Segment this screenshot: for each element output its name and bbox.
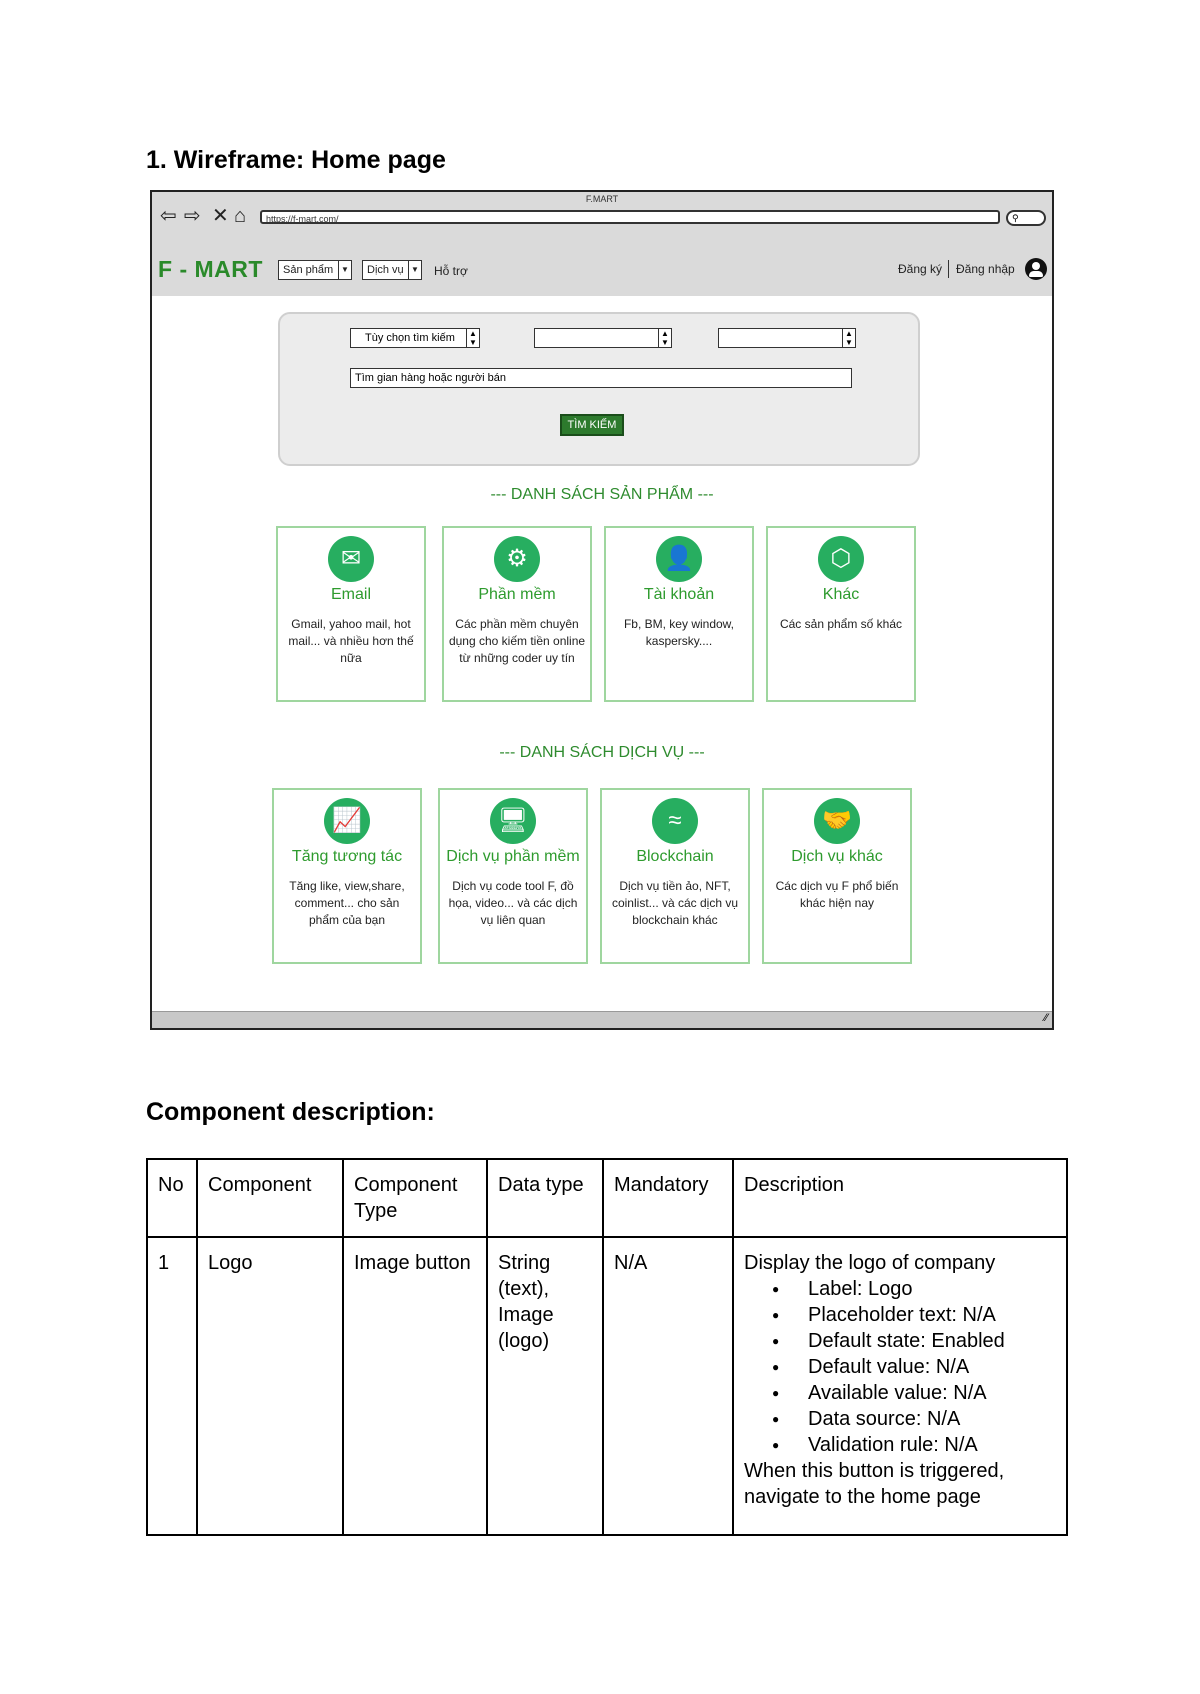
products-dropdown-label: Sản phẩm [283, 264, 334, 276]
desc-bullet: ● Available value: N/A [808, 1380, 1056, 1406]
blockchain-icon: ≈ [652, 798, 698, 844]
stepper-icon: ▲ ▼ [466, 329, 479, 347]
card-desc: Các dịch vụ F phổ biến khác hiện nay [775, 879, 899, 910]
site-nav [152, 242, 1052, 296]
col-description: Description [733, 1159, 1067, 1237]
card-title: Dịch vụ khác [791, 848, 883, 865]
col-mandatory: Mandatory [603, 1159, 733, 1237]
browser-title: F.MART [585, 194, 619, 204]
url-bar[interactable]: https://f-mart.com/ [260, 210, 1000, 224]
stepper-icon: ▲ ▼ [842, 329, 855, 347]
desc-outro: When this button is triggered, navigate to the home page [744, 1460, 1005, 1508]
cell-no: 1 [147, 1237, 197, 1535]
card-title: Phần mềm [478, 586, 556, 603]
desc-bullets [744, 1276, 1056, 1458]
products-dropdown[interactable] [278, 260, 352, 280]
product-card-other[interactable] [766, 526, 916, 702]
services-dropdown-label: Dịch vụ [367, 264, 404, 276]
login-link[interactable]: Đăng nhập [956, 262, 1015, 276]
desc-bullet: ● Placeholder text: N/A [808, 1302, 1056, 1328]
desc-intro: Display the logo of company [744, 1252, 996, 1274]
chart-icon: 📈 [324, 798, 370, 844]
search-input[interactable]: Tìm gian hàng hoặc người bán [350, 368, 852, 388]
search-option-dropdown[interactable] [350, 328, 480, 348]
desc-bullet: ● Default value: N/A [808, 1354, 1056, 1380]
register-link[interactable]: Đăng ký [898, 262, 943, 276]
cell-description [733, 1237, 1067, 1535]
cell-component: Logo [197, 1237, 343, 1535]
close-icon[interactable]: ✕ [212, 205, 229, 227]
search-option-label: Tùy chọn tìm kiếm [365, 332, 455, 344]
cell-mandatory: N/A [603, 1237, 733, 1535]
resize-handle-icon[interactable]: ⁄⁄ [1044, 1012, 1048, 1024]
col-component-type: Component Type [343, 1159, 487, 1237]
desc-bullet: ● Data source: N/A [808, 1406, 1056, 1432]
service-card-blockchain[interactable] [600, 788, 750, 964]
chevron-down-icon: ▼ [338, 261, 351, 279]
table-row [147, 1237, 1067, 1535]
forward-arrow-icon[interactable]: ⇨ [184, 205, 201, 227]
search-pill-icon[interactable]: ⚲ [1006, 210, 1046, 226]
browser-toolbar [152, 192, 1052, 243]
desc-bullet: ● Default state: Enabled [808, 1328, 1056, 1354]
component-heading: Component description: [146, 1098, 435, 1126]
handshake-icon: 🤝 [814, 798, 860, 844]
stepper-icon: ▲ ▼ [658, 329, 671, 347]
card-desc: Gmail, yahoo mail, hot mail... và nhiều hơn thế nữa [288, 617, 414, 665]
card-title: Blockchain [636, 848, 714, 865]
services-section-title: --- DANH SÁCH DỊCH VỤ --- [499, 744, 705, 761]
chevron-down-icon: ▼ [408, 261, 421, 279]
home-icon[interactable]: ⌂ [234, 205, 247, 227]
desc-bullet: ● Validation rule: N/A [808, 1432, 1056, 1458]
product-card-software[interactable] [442, 526, 592, 702]
col-component: Component [197, 1159, 343, 1237]
card-desc: Các phần mềm chuyên dụng cho kiếm tiền online từ những coder uy tín [448, 617, 586, 665]
table-header-row [147, 1159, 1067, 1237]
card-title: Email [330, 586, 371, 603]
card-desc: Fb, BM, key window, kaspersky.... [623, 617, 735, 648]
monitor-icon: 🖥 [490, 798, 536, 844]
cell-type: Image button [343, 1237, 487, 1535]
user-avatar-icon[interactable] [1025, 258, 1047, 280]
search-panel [278, 312, 920, 466]
col-no: No [147, 1159, 197, 1237]
nav-divider [948, 260, 949, 278]
software-icon: ⚙ [494, 536, 540, 582]
card-desc: Dịch vụ tiền ảo, NFT, coinlist... và các dịch vụ blockchain khác [611, 879, 739, 927]
card-title: Dịch vụ phần mềm [446, 848, 580, 865]
desc-bullet: ● Label: Logo [808, 1276, 1056, 1302]
service-card-engagement[interactable] [272, 788, 422, 964]
component-table [146, 1158, 1068, 1536]
product-card-email[interactable] [276, 526, 426, 702]
card-desc: Tăng like, view,share, comment... cho sản phẩm của bạn [289, 879, 405, 927]
card-title: Tăng tương tác [291, 848, 403, 865]
card-desc: Dịch vụ code tool F, đồ họa, video... và các dịch vụ liên quan [448, 879, 578, 927]
search-select-3[interactable] [718, 328, 856, 348]
back-arrow-icon[interactable]: ⇦ [160, 205, 177, 227]
site-logo[interactable]: F - MART [158, 256, 263, 282]
wireframe-heading: 1. Wireframe: Home page [146, 146, 446, 174]
card-title: Khác [822, 586, 860, 603]
search-button[interactable]: TÌM KIẾM [560, 414, 624, 436]
services-dropdown[interactable] [362, 260, 422, 280]
service-card-software[interactable] [438, 788, 588, 964]
wireframe-browser-frame [150, 190, 1054, 1030]
envelope-icon: ✉ [328, 536, 374, 582]
products-section-title: --- DANH SÁCH SẢN PHẨM --- [490, 486, 714, 503]
user-icon: 👤 [656, 536, 702, 582]
box-icon: ⬡ [818, 536, 864, 582]
support-link[interactable]: Hỗ trợ [434, 264, 468, 278]
product-card-account[interactable] [604, 526, 754, 702]
card-title: Tài khoản [643, 586, 715, 603]
browser-status-bar [152, 1011, 1052, 1028]
search-select-2[interactable] [534, 328, 672, 348]
service-card-other[interactable] [762, 788, 912, 964]
card-desc: Các sản phẩm số khác [779, 617, 903, 631]
col-data-type: Data type [487, 1159, 603, 1237]
cell-data-type: String (text), Image (logo) [487, 1237, 603, 1535]
